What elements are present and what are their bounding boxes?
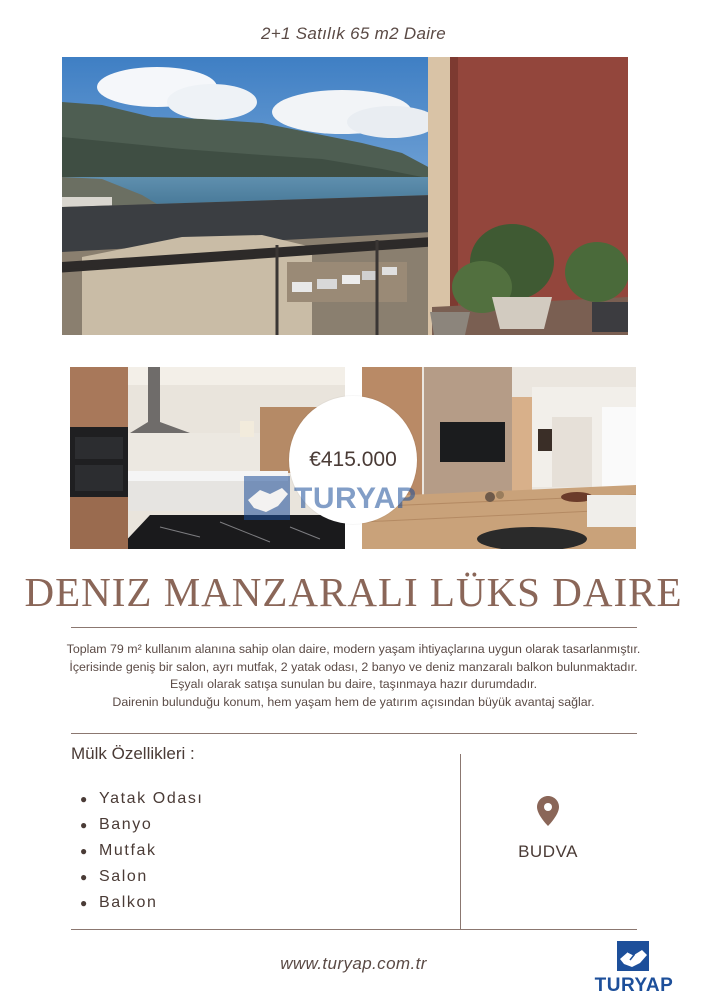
description-line: Toplam 79 m² kullanım alanına sahip olan daire, modern yaşam ihtiyaçlarına uygun olarak tasarlanmıştır. [66,642,641,656]
features-title: Mülk Özellikleri : [71,744,195,763]
description-line: İçerisinde geniş bir salon, ayrı mutfak, 2 yatak odası, 2 banyo ve deniz manzaralı balkon bulunmaktadır. [69,659,638,674]
feature-label: Balkon [99,894,158,911]
handshake-icon [242,472,292,522]
map-pin-icon [536,795,560,827]
listing-subtitle: 2+1 Satılık 65 m2 Daire [260,24,447,43]
description-line: Eşyalı olarak satışa sunulan bu daire, taşınmaya hazır durumdadır. [169,677,538,691]
listing-title: DENIZ MANZARALI LÜKS DAIRE [24,569,683,615]
features-top-divider [71,733,637,734]
title-divider [71,627,637,628]
feature-label: Mutfak [99,842,157,859]
bullet-icon: ● [80,792,89,806]
feature-item [80,864,203,890]
bullet-icon: ● [80,818,89,832]
location-city: BUDVA [518,842,578,861]
brand-logo [582,941,686,995]
listing-description [10,641,697,711]
feature-item [80,786,203,812]
website-link[interactable]: www.turyap.com.tr [280,954,427,973]
feature-item [80,890,203,916]
feature-label: Yatak Odası [99,790,204,807]
watermark-brand-text: TURYAP [294,482,417,515]
handshake-icon [617,941,649,971]
bullet-icon: ● [80,844,89,858]
feature-item [80,838,203,864]
hero-sea-view-photo [62,57,628,335]
description-line: Dairenin bulunduğu konum, hem yaşam hem de yatırım açısından büyük avantaj sağlar. [112,694,595,709]
feature-label: Salon [99,868,148,885]
price-value: €415.000 [309,448,397,471]
feature-item [80,812,203,838]
features-bottom-divider [71,929,637,930]
watermark-logo [242,472,472,526]
bullet-icon: ● [80,870,89,884]
features-list [80,786,203,916]
feature-label: Banyo [99,816,153,833]
brand-logo-text: TURYAP [594,975,674,996]
bullet-icon: ● [80,896,89,910]
